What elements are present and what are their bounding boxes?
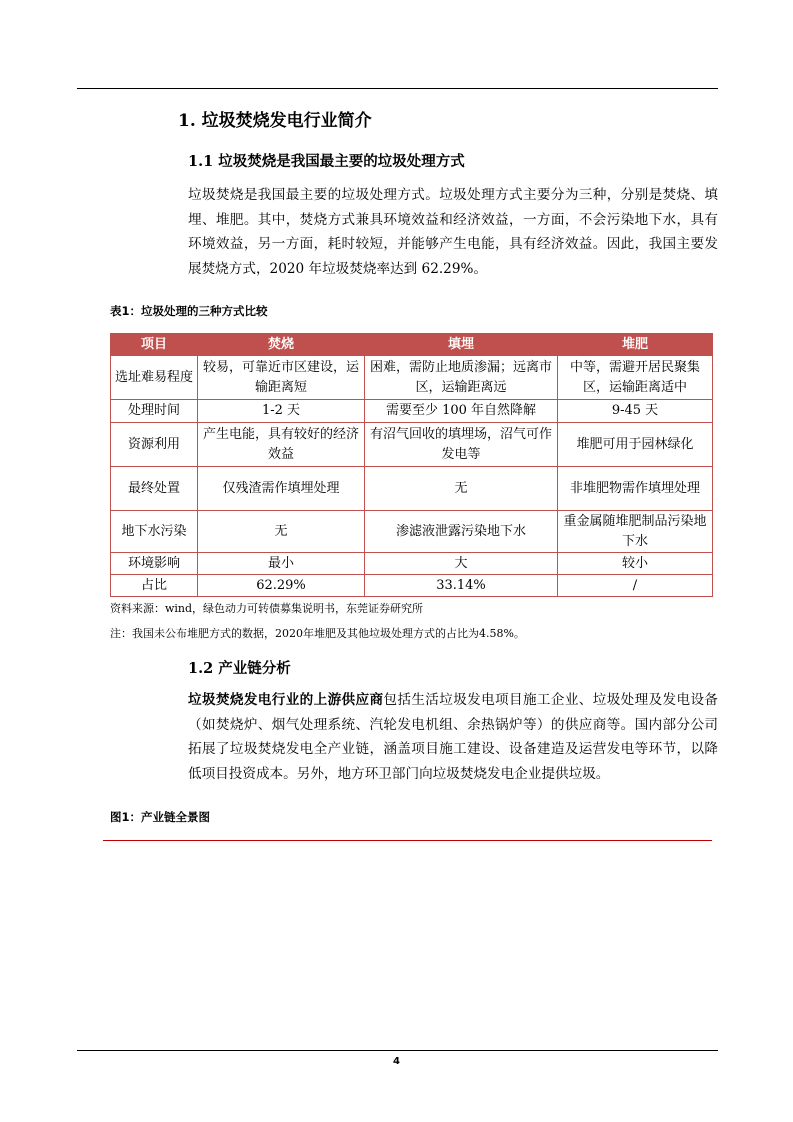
table-note: 注：我国未公布堆肥方式的数据，2020年堆肥及其他垃圾处理方式的占比为4.58%。 xyxy=(110,627,525,640)
table-row xyxy=(111,400,713,423)
table-row xyxy=(111,553,713,575)
header-rule xyxy=(77,88,718,89)
section-title: 1. 垃圾焚烧发电行业简介 xyxy=(178,111,372,131)
table-header: 填埋 xyxy=(365,334,558,356)
table-cell: 大 xyxy=(365,553,558,575)
table-cell: 62.29% xyxy=(198,575,365,597)
table-cell: 1-2 天 xyxy=(198,400,365,423)
table-cell: 困难，需防止地质渗漏；远离市区，运输距离远 xyxy=(365,356,558,400)
table-cell: 堆肥可用于园林绿化 xyxy=(558,423,713,467)
table-cell: 产生电能，具有较好的经济效益 xyxy=(198,423,365,467)
table-row xyxy=(111,356,713,400)
table-cell: 处理时间 xyxy=(111,400,198,423)
table-caption: 表1：垃圾处理的三种方式比较 xyxy=(110,304,268,318)
table-cell: 环境影响 xyxy=(111,553,198,575)
table-cell: 33.14% xyxy=(365,575,558,597)
table-cell: 需要至少 100 年自然降解 xyxy=(365,400,558,423)
table-cell: 最小 xyxy=(198,553,365,575)
table-cell: 仅残渣需作填埋处理 xyxy=(198,467,365,511)
table-cell: 地下水污染 xyxy=(111,511,198,553)
table-row xyxy=(111,423,713,467)
table-row xyxy=(111,575,713,597)
table-cell: 中等，需避开居民聚集区，运输距离适中 xyxy=(558,356,713,400)
subsection-title: 1.2 产业链分析 xyxy=(188,660,291,677)
table-cell: 占比 xyxy=(111,575,198,597)
table-cell: 较易，可靠近市区建设，运输距离短 xyxy=(198,356,365,400)
table-cell: / xyxy=(558,575,713,597)
figure-rule xyxy=(103,840,712,841)
table-cell: 最终处置 xyxy=(111,467,198,511)
table-cell: 资源利用 xyxy=(111,423,198,467)
table-cell: 非堆肥物需作填埋处理 xyxy=(558,467,713,511)
footer-rule xyxy=(77,1050,718,1051)
table-row xyxy=(111,511,713,553)
table-header: 焚烧 xyxy=(198,334,365,356)
table-cell: 9-45 天 xyxy=(558,400,713,423)
table-header: 项目 xyxy=(111,334,198,356)
table-cell: 无 xyxy=(365,467,558,511)
figure-caption: 图1：产业链全景图 xyxy=(110,810,211,824)
subsection-title: 1.1 垃圾焚烧是我国最主要的垃圾处理方式 xyxy=(188,153,465,170)
table-row xyxy=(111,467,713,511)
table-source: 资料来源：wind，绿色动力可转债募集说明书，东莞证券研究所 xyxy=(110,602,424,615)
table-cell: 无 xyxy=(198,511,365,553)
paragraph: 垃圾焚烧是我国最主要的垃圾处理方式。垃圾处理方式主要分为三种，分别是焚烧、填埋、堆肥。其中，焚烧方式兼具环境效益和经济效益，一方面，不会污染地下水，具有环境效益，另一方面，耗时较短，并能够产生电能，具有经济效益。因此，我国主要发展焚烧方式，2020 年垃圾焚烧率达到 62.29%。 xyxy=(188,187,718,277)
table-cell: 选址难易程度 xyxy=(111,356,198,400)
table-cell: 渗滤液泄露污染地下水 xyxy=(365,511,558,553)
table-cell: 有沼气回收的填埋场，沼气可作发电等 xyxy=(365,423,558,467)
page-number: 4 xyxy=(393,1056,400,1067)
bold-lead: 垃圾焚烧发电行业的上游供应商 xyxy=(188,692,384,708)
table-cell: 重金属随堆肥制品污染地下水 xyxy=(558,511,713,553)
comparison-table xyxy=(110,333,713,597)
table-header: 堆肥 xyxy=(558,334,713,356)
paragraph xyxy=(188,688,718,786)
paragraph-text: 包括生活垃圾发电项目施工企业、垃圾处理及发电设备（如焚烧炉、烟气处理系统、汽轮发电机组、余热锅炉等）的供应商等。国内部分公司拓展了垃圾焚烧发电全产业链，涵盖项目施工建设、设备建造及运营发电等环节，以降低项目投资成本。另外，地方环卫部门向垃圾焚烧发电企业提供垃圾。 xyxy=(188,692,719,782)
table-cell: 较小 xyxy=(558,553,713,575)
